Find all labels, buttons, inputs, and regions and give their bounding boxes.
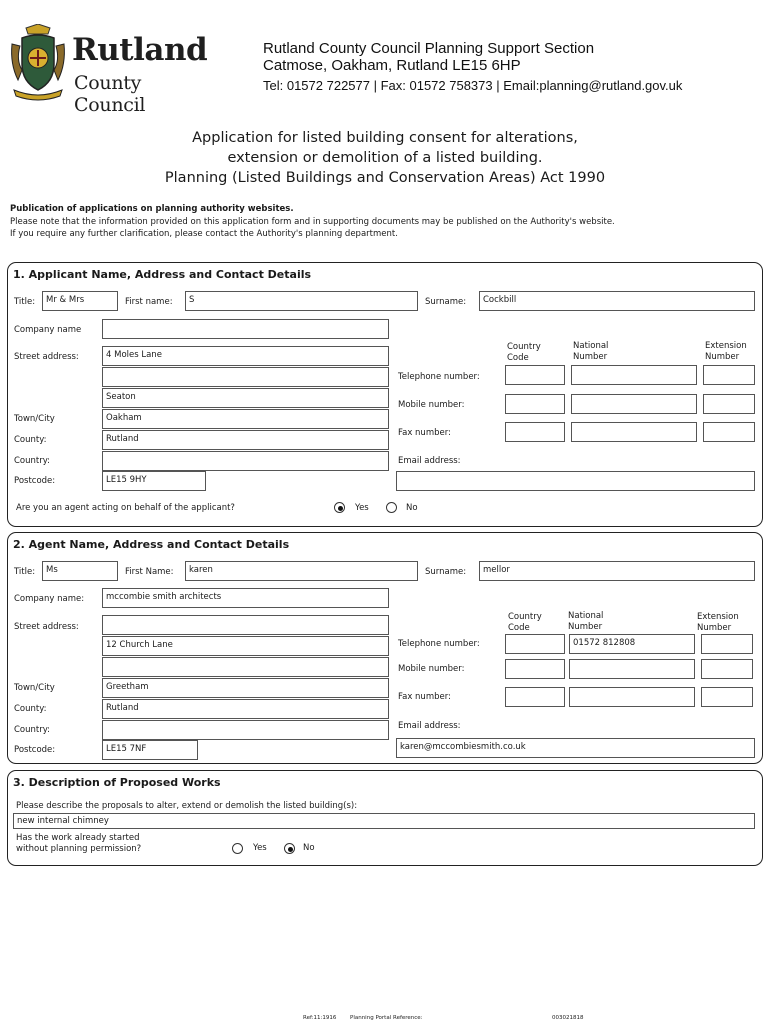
section-agent-title: 2. Agent Name, Address and Contact Details xyxy=(13,538,290,551)
coat-of-arms-icon xyxy=(8,24,68,104)
agent-col-national-number-2: Number xyxy=(568,622,603,632)
publication-clarification: If you require any further clarification, please contact the Authority's planning department. xyxy=(10,229,398,239)
applicant-postcode-label: Postcode: xyxy=(14,476,56,486)
agent-fax-extension[interactable] xyxy=(701,687,753,707)
agent-first-name-label: First Name: xyxy=(125,567,174,577)
agent-street-label: Street address: xyxy=(14,622,79,632)
agent-no-label: No xyxy=(406,503,418,513)
footer-portal-label: Planning Portal Reference: xyxy=(350,1015,423,1021)
agent-country-label: Country: xyxy=(14,725,51,735)
agent-col-extension-number-2: Number xyxy=(697,623,732,633)
applicant-mobile-national[interactable] xyxy=(571,394,697,414)
logo-word-rutland: Rutland xyxy=(72,32,208,68)
agent-title-label: Title: xyxy=(14,567,36,577)
agent-surname-field[interactable]: mellor xyxy=(479,561,755,581)
applicant-fax-extension[interactable] xyxy=(703,422,755,442)
applicant-fax-label: Fax number: xyxy=(398,428,451,438)
section-applicant-title: 1. Applicant Name, Address and Contact Details xyxy=(13,268,312,281)
agent-no-radio[interactable] xyxy=(386,502,397,513)
agent-county-field[interactable]: Rutland xyxy=(102,699,389,719)
applicant-county-label: County: xyxy=(14,435,47,445)
applicant-first-name-field[interactable]: S xyxy=(185,291,418,311)
applicant-col-national-number-1: National xyxy=(573,341,609,351)
agent-company-field[interactable]: mccombie smith architects xyxy=(102,588,389,608)
applicant-town-label: Town/City xyxy=(14,414,55,424)
agent-title-field[interactable]: Ms xyxy=(42,561,118,581)
agent-email-label: Email address: xyxy=(398,721,461,731)
applicant-col-country-code-2: Code xyxy=(507,353,529,363)
agent-mobile-country-code[interactable] xyxy=(505,659,565,679)
work-started-yes-radio[interactable] xyxy=(232,843,243,854)
publication-heading: Publication of applications on planning authority websites. xyxy=(10,204,294,214)
work-started-yes-label: Yes xyxy=(253,843,267,853)
applicant-col-extension-number-1: Extension xyxy=(705,341,747,351)
agent-yes-radio[interactable] xyxy=(334,502,345,513)
agent-surname-label: Surname: xyxy=(425,567,467,577)
applicant-email-field[interactable] xyxy=(396,471,755,491)
logo-word-county-council: County Council xyxy=(74,72,146,116)
agent-street-line3[interactable] xyxy=(102,657,389,677)
applicant-street-line2[interactable] xyxy=(102,367,389,387)
header-contact: Tel: 01572 722577 | Fax: 01572 758373 | Email:planning@rutland.gov.uk xyxy=(263,78,683,93)
agent-fax-country-code[interactable] xyxy=(505,687,565,707)
form-title-line1: Application for listed building consent for alterations, xyxy=(192,130,578,146)
agent-telephone-extension[interactable] xyxy=(701,634,753,654)
agent-yes-label: Yes xyxy=(355,503,369,513)
applicant-country-field[interactable] xyxy=(102,451,389,471)
agent-col-country-code-1: Country xyxy=(508,612,542,622)
agent-street-line2[interactable]: 12 Church Lane xyxy=(102,636,389,656)
agent-mobile-national[interactable] xyxy=(569,659,695,679)
agent-mobile-label: Mobile number: xyxy=(398,664,465,674)
agent-fax-label: Fax number: xyxy=(398,692,451,702)
agent-mobile-extension[interactable] xyxy=(701,659,753,679)
agent-col-country-code-2: Code xyxy=(508,623,530,633)
agent-company-label: Company name: xyxy=(14,594,85,604)
header-address: Catmose, Oakham, Rutland LE15 6HP xyxy=(263,57,521,74)
applicant-first-name-label: First name: xyxy=(125,297,173,307)
description-prompt: Please describe the proposals to alter, extend or demolish the listed building(s): xyxy=(16,801,358,811)
agent-postcode-field[interactable]: LE15 7NF xyxy=(102,740,198,760)
applicant-telephone-extension[interactable] xyxy=(703,365,755,385)
form-title-line3: Planning (Listed Buildings and Conservation Areas) Act 1990 xyxy=(164,170,606,186)
applicant-street-line3[interactable]: Seaton xyxy=(102,388,389,408)
footer-portal-value: 003021818 xyxy=(552,1015,584,1021)
council-logo xyxy=(8,24,208,116)
applicant-title-label: Title: xyxy=(14,297,36,307)
work-started-no-radio[interactable] xyxy=(284,843,295,854)
applicant-title-field[interactable]: Mr & Mrs xyxy=(42,291,118,311)
work-started-question-line2: without planning permission? xyxy=(16,844,142,854)
applicant-company-field[interactable] xyxy=(102,319,389,339)
agent-town-label: Town/City xyxy=(14,683,55,693)
work-started-question-line1: Has the work already started xyxy=(16,833,140,843)
applicant-col-extension-number-2: Number xyxy=(705,352,740,362)
applicant-town-field[interactable]: Oakham xyxy=(102,409,389,429)
applicant-country-label: Country: xyxy=(14,456,51,466)
agent-email-field[interactable]: karen@mccombiesmith.co.uk xyxy=(396,738,755,758)
agent-question: Are you an agent acting on behalf of the applicant? xyxy=(16,503,235,513)
agent-country-field[interactable] xyxy=(102,720,389,740)
applicant-fax-national[interactable] xyxy=(571,422,697,442)
applicant-telephone-label: Telephone number: xyxy=(398,372,480,382)
agent-county-label: County: xyxy=(14,704,47,714)
agent-fax-national[interactable] xyxy=(569,687,695,707)
agent-col-national-number-1: National xyxy=(568,611,604,621)
applicant-county-field[interactable]: Rutland xyxy=(102,430,389,450)
agent-col-extension-number-1: Extension xyxy=(697,612,739,622)
agent-telephone-label: Telephone number: xyxy=(398,639,480,649)
section-description-title: 3. Description of Proposed Works xyxy=(13,776,221,789)
applicant-col-country-code-1: Country xyxy=(507,342,541,352)
applicant-telephone-country-code[interactable] xyxy=(505,365,565,385)
applicant-street-label: Street address: xyxy=(14,352,79,362)
applicant-fax-country-code[interactable] xyxy=(505,422,565,442)
header-org-name: Rutland County Council Planning Support Section xyxy=(263,40,595,57)
applicant-surname-label: Surname: xyxy=(425,297,467,307)
applicant-mobile-country-code[interactable] xyxy=(505,394,565,414)
applicant-col-national-number-2: Number xyxy=(573,352,608,362)
applicant-postcode-field[interactable]: LE15 9HY xyxy=(102,471,206,491)
applicant-street-line1[interactable]: 4 Moles Lane xyxy=(102,346,389,366)
agent-postcode-label: Postcode: xyxy=(14,745,56,755)
publication-note: Please note that the information provided on this application form and in supporting documents may be published on the Authority's website. xyxy=(10,217,615,227)
agent-telephone-national[interactable]: 01572 812808 xyxy=(569,634,695,654)
work-started-no-label: No xyxy=(303,843,315,853)
applicant-surname-field[interactable]: Cockbill xyxy=(479,291,755,311)
applicant-telephone-national[interactable] xyxy=(571,365,697,385)
agent-street-line1[interactable] xyxy=(102,615,389,635)
form-title-line2: extension or demolition of a listed building. xyxy=(227,150,543,166)
agent-town-field[interactable]: Greetham xyxy=(102,678,389,698)
applicant-email-label: Email address: xyxy=(398,456,461,466)
applicant-mobile-extension[interactable] xyxy=(703,394,755,414)
applicant-mobile-label: Mobile number: xyxy=(398,400,465,410)
agent-first-name-field[interactable]: karen xyxy=(185,561,418,581)
footer-ref: Ref:11:1916 xyxy=(303,1015,337,1021)
description-field[interactable]: new internal chimney xyxy=(13,813,755,829)
agent-telephone-country-code[interactable] xyxy=(505,634,565,654)
applicant-company-label: Company name xyxy=(14,325,82,335)
